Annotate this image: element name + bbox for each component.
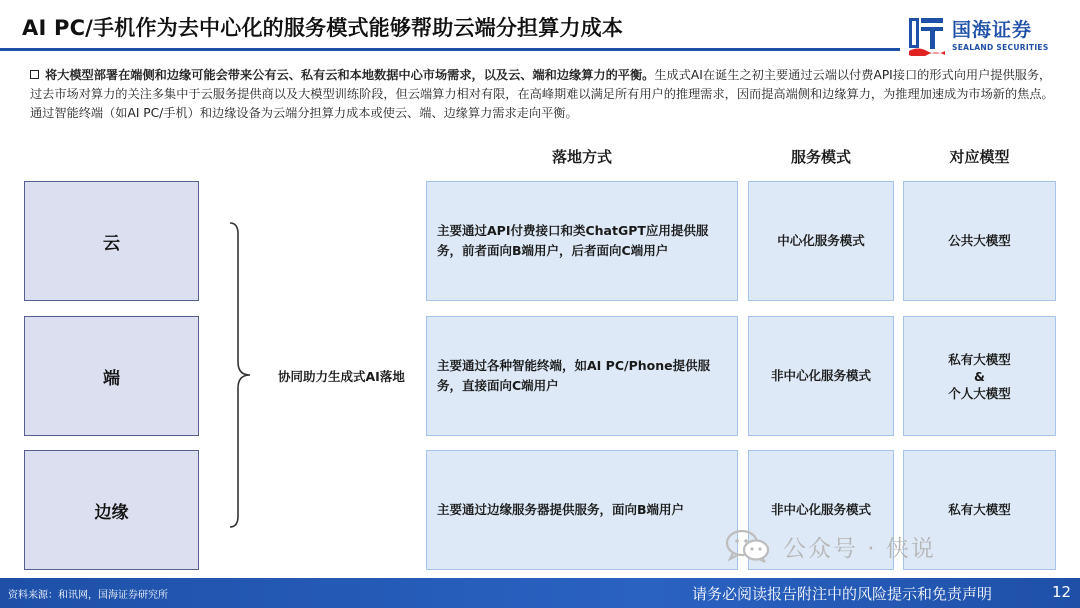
company-logo [908, 14, 1068, 60]
deployment-text-device: 主要通过各种智能终端，如AI PC/Phone提供服务，直接面向C端用户 [437, 358, 711, 393]
category-label-edge: 边缘 [94, 502, 129, 523]
category-label-cloud: 云 [103, 233, 120, 254]
footer-source: 资料来源：和讯网，国海证券研究所 [8, 590, 168, 601]
sealand-logo-icon [908, 16, 946, 56]
category-box-device [24, 316, 199, 436]
page-title: AI PC/手机作为去中心化的服务模式能够帮助云端分担算力成本 [22, 16, 624, 40]
service-text-edge: 非中心化服务模式 [770, 502, 871, 517]
service-cell-cloud [748, 181, 894, 301]
service-text-device: 非中心化服务模式 [770, 368, 871, 383]
footer-disclaimer: 请务必阅读报告附注中的风险提示和免责声明 [692, 585, 993, 603]
watermark-text: 公众号 · 侠说 [783, 535, 936, 562]
category-box-edge [24, 450, 199, 570]
category-box-cloud [24, 181, 199, 301]
service-text-cloud: 中心化服务模式 [777, 233, 865, 248]
category-label-device: 端 [103, 368, 120, 389]
logo-chinese-name: 国海证券 [952, 19, 1033, 41]
watermark [725, 528, 936, 564]
deployment-cell-edge [426, 450, 738, 570]
deployment-cell-device [426, 316, 738, 436]
model-text-device-2: & [974, 368, 985, 384]
deployment-text-cloud: 主要通过API付费接口和类ChatGPT应用提供服务，前者面向B端用户，后者面向C端用户 [437, 223, 709, 258]
column-header-deployment: 落地方式 [551, 148, 612, 166]
model-text-device-1: 私有大模型 [948, 351, 1011, 367]
square-bullet-icon [30, 70, 39, 79]
intro-paragraph [30, 66, 1060, 123]
deployment-cell-cloud [426, 181, 738, 301]
title-divider [0, 48, 900, 51]
service-cell-device [748, 316, 894, 436]
model-cell-device [903, 316, 1056, 436]
column-header-service: 服务模式 [790, 148, 851, 166]
model-text-device-3: 个人大模型 [948, 385, 1011, 401]
intro-bold-text: 将大模型部署在端侧和边缘可能会带来公有云、私有云和本地数据中心市场需求，以及云、端和边缘算力的平衡。 [45, 68, 655, 82]
logo-english-name: SEALAND SECURITIES [952, 43, 1049, 52]
wechat-icon [725, 528, 771, 564]
model-cell-cloud [903, 181, 1056, 301]
column-header-model: 对应模型 [949, 148, 1010, 166]
page-number: 12 [1052, 583, 1072, 601]
intro-body-text: 生成式AI在诞生之初主要通过云端以付费API接口的形式向用户提供服务，过去市场对算力的关注多集中于云服务提供商以及大模型训练阶段，但云端算力相对有限，在高峰期难以满足所有用户的推理需求，因而提高端侧和边缘算力，为推理加速成为市场新的焦点。通过智能终端（如AI PC/手机）和边缘设备为云端分担算力成本或使云、端、边缘算力需求走向平衡。 [30, 68, 1054, 120]
model-text-edge: 私有大模型 [948, 502, 1011, 517]
model-text-cloud: 公共大模型 [948, 233, 1011, 248]
right-brace-icon [228, 222, 252, 528]
brace-label: 协同助力生成式AI落地 [278, 369, 405, 384]
deployment-text-edge: 主要通过边缘服务器提供服务，面向B端用户 [437, 502, 685, 517]
